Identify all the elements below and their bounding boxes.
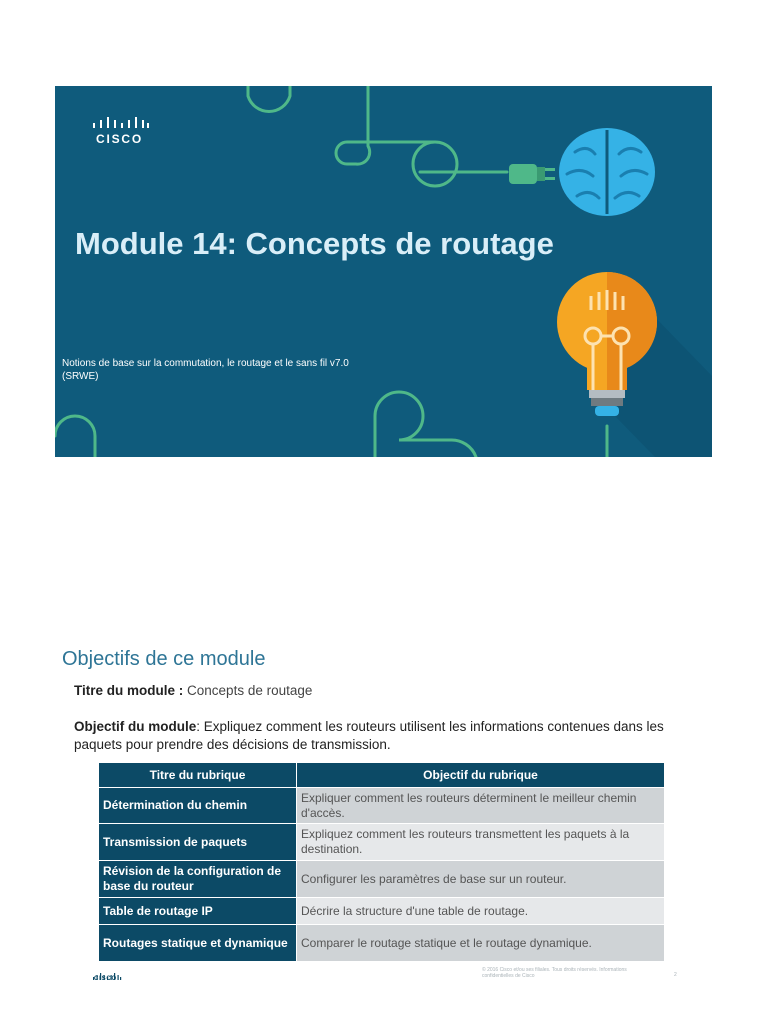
slide-subtitle: [62, 357, 392, 383]
rubric-title-cell: Table de routage IP: [99, 898, 297, 925]
rubric-title-cell: Détermination du chemin: [99, 788, 297, 824]
plug-icon: [507, 160, 557, 188]
rubric-table: [98, 762, 665, 962]
rubric-title-cell: Routages statique et dynamique: [99, 925, 297, 962]
module-title-line: [74, 683, 312, 698]
brain-icon: [557, 126, 657, 218]
rubric-title-cell: Transmission de paquets: [99, 824, 297, 861]
module-objective-value: : Expliquez comment les routeurs utilisent les informations contenues dans les paquets pour prendre des décisions de transmission.: [74, 719, 664, 752]
table-header-row: [99, 763, 665, 788]
lightbulb-icon: [555, 266, 665, 456]
footer-copyright: © 2016 Cisco et/ou ses filiales. Tous droits réservés. Informations confidentielles de Cisco: [482, 967, 627, 979]
module-title-value: Concepts de routage: [187, 683, 313, 698]
rubric-objective-cell: Expliquer comment les routeurs déterminent le meilleur chemin d'accès.: [297, 788, 665, 824]
footer-cisco-logo: [92, 968, 122, 984]
cisco-logo: [91, 116, 151, 148]
objectives-title: Objectifs de ce module: [62, 648, 266, 670]
module-objective-label: Objectif du module: [74, 719, 197, 734]
header-rubric-title: Titre du rubrique: [99, 763, 297, 788]
rubric-objective-cell: Comparer le routage statique et le routage dynamique.: [297, 925, 665, 962]
footer-cisco-wordmark: CISCO: [94, 976, 118, 982]
module-objective-line: [74, 718, 704, 754]
rubric-objective-cell: Décrire la structure d'une table de routage.: [297, 898, 665, 925]
rubric-objective-cell: Expliquez comment les routeurs transmettent les paquets à la destination.: [297, 824, 665, 861]
slide-title: Module 14: Concepts de routage: [75, 226, 554, 261]
table-row: [99, 861, 665, 898]
table-row: [99, 824, 665, 861]
header-rubric-objective: Objectif du rubrique: [297, 763, 665, 788]
subtitle-line-1: Notions de base sur la commutation, le routage et le sans fil v7.0: [62, 358, 349, 369]
cisco-wordmark: CISCO: [96, 132, 144, 146]
title-slide: [55, 86, 712, 457]
subtitle-line-2: (SRWE): [62, 371, 99, 382]
table-row: [99, 788, 665, 824]
module-title-label: Titre du module :: [74, 683, 184, 698]
cisco-bars-icon: [91, 116, 151, 132]
table-row: [99, 898, 665, 925]
page-number: 2: [674, 972, 677, 978]
rubric-title-cell: Révision de la configuration de base du routeur: [99, 861, 297, 898]
table-row: [99, 925, 665, 962]
rubric-objective-cell: Configurer les paramètres de base sur un routeur.: [297, 861, 665, 898]
